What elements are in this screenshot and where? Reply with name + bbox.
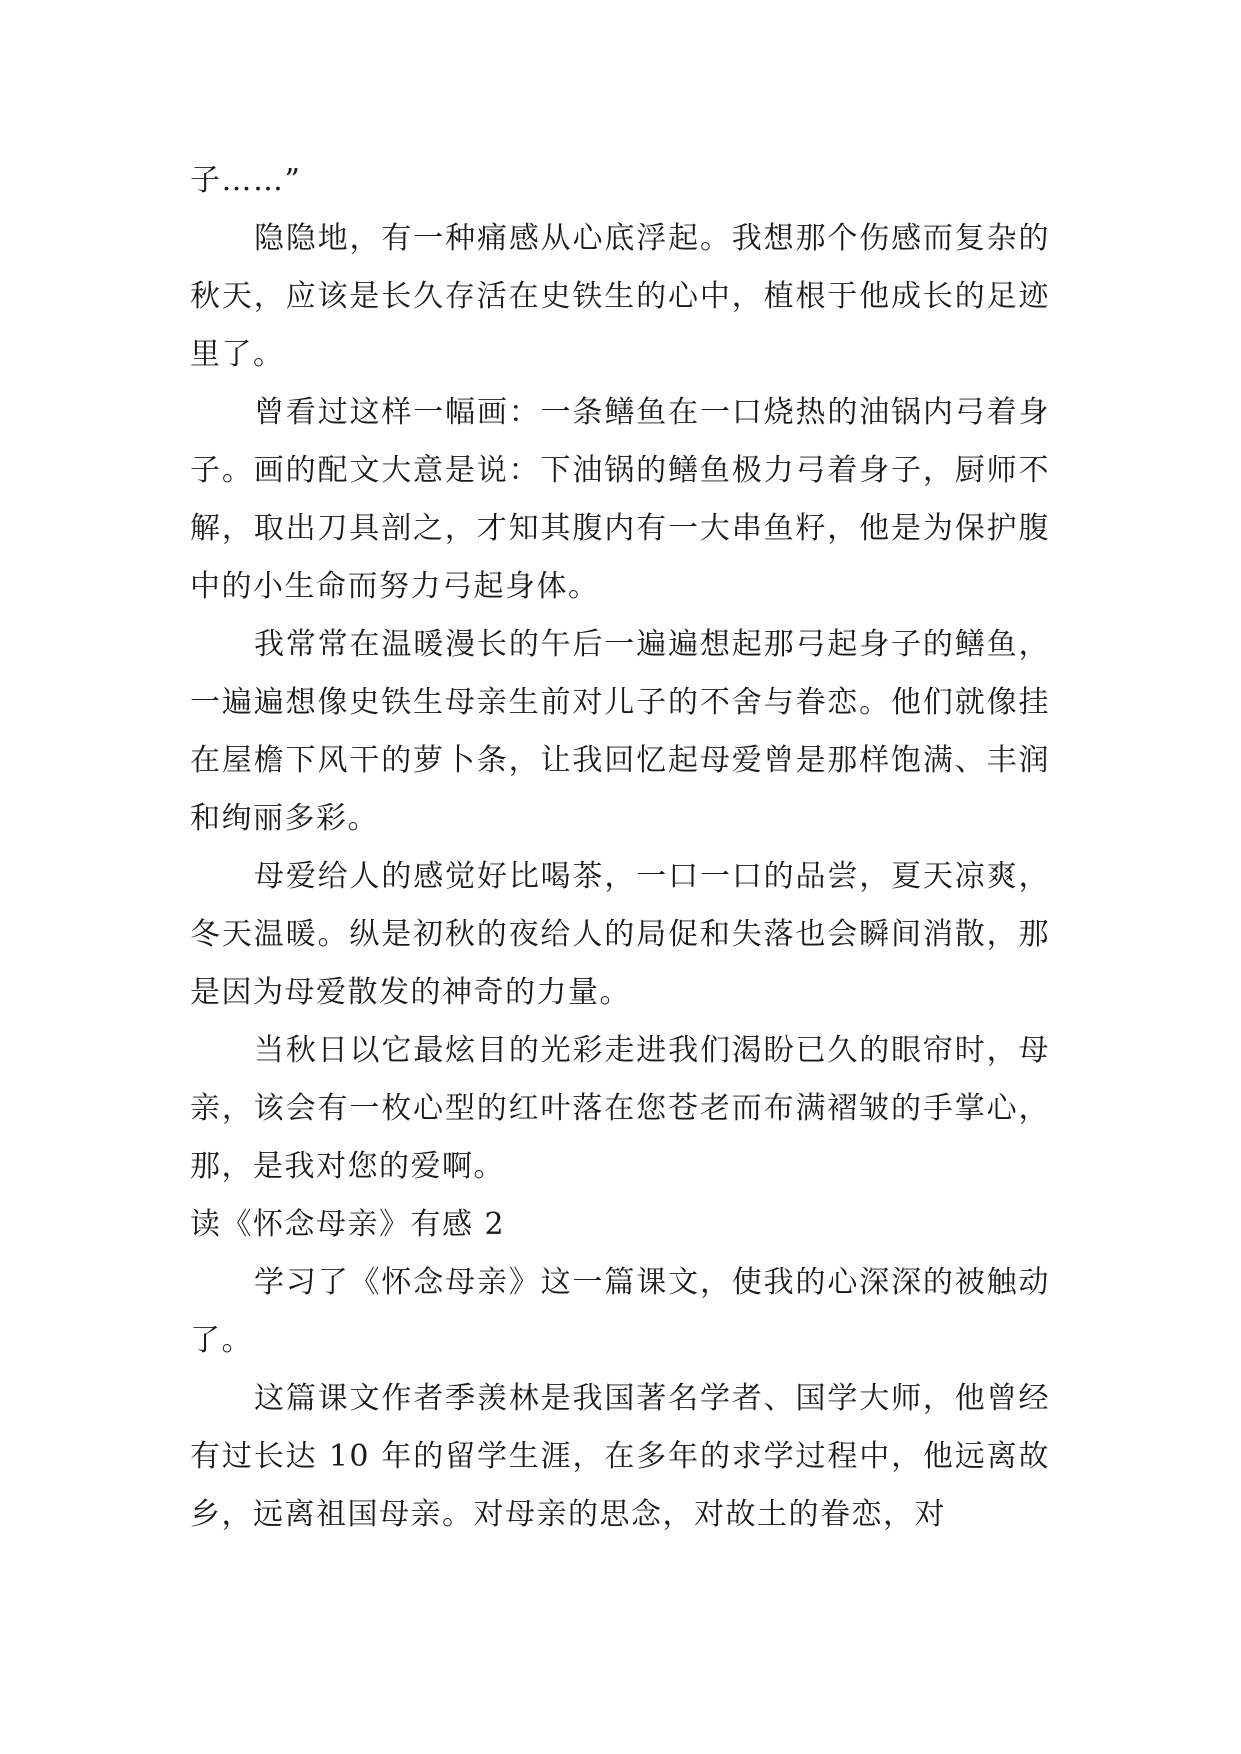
- paragraph: 学习了《怀念母亲》这一篇课文，使我的心深深的被触动了。: [190, 1265, 1050, 1358]
- document-body: [190, 152, 1050, 1544]
- paragraph: 这篇课文作者季羡林是我国著名学者、国学大师，他曾经有过长达 10 年的留学生涯，在多年的求学过程中，他远离故乡，远离祖国母亲。对母亲的思念，对故土的眷恋，对: [190, 1381, 1050, 1532]
- paragraph: 当秋日以它最炫目的光彩走进我们渴盼已久的眼帘时，母亲，该会有一枚心型的红叶落在您苍老而布满褶皱的手掌心，那，是我对您的爱啊。: [190, 1033, 1050, 1184]
- paragraph: 隐隐地，有一种痛感从心底浮起。我想那个伤感而复杂的秋天，应该是长久存活在史铁生的心中，植根于他成长的足迹里了。: [190, 221, 1050, 372]
- paragraph: 我常常在温暖漫长的午后一遍遍想起那弓起身子的鳝鱼，一遍遍想像史铁生母亲生前对儿子的不舍与眷恋。他们就像挂在屋檐下风干的萝卜条，让我回忆起母爱曾是那样饱满、丰润和绚丽多彩。: [190, 627, 1050, 836]
- section-heading: 读《怀念母亲》有感 2: [190, 1207, 506, 1242]
- paragraph: 母爱给人的感觉好比喝茶，一口一口的品尝，夏天凉爽，冬天温暖。纵是初秋的夜给人的局促和失落也会瞬间消散，那是因为母爱散发的神奇的力量。: [190, 859, 1050, 1010]
- paragraph-continuation: 子……”: [190, 163, 302, 198]
- paragraph: 曾看过这样一幅画：一条鳝鱼在一口烧热的油锅内弓着身子。画的配文大意是说：下油锅的鳝鱼极力弓着身子，厨师不解，取出刀具剖之，才知其腹内有一大串鱼籽，他是为保护腹中的小生命而努力弓起身体。: [190, 395, 1050, 604]
